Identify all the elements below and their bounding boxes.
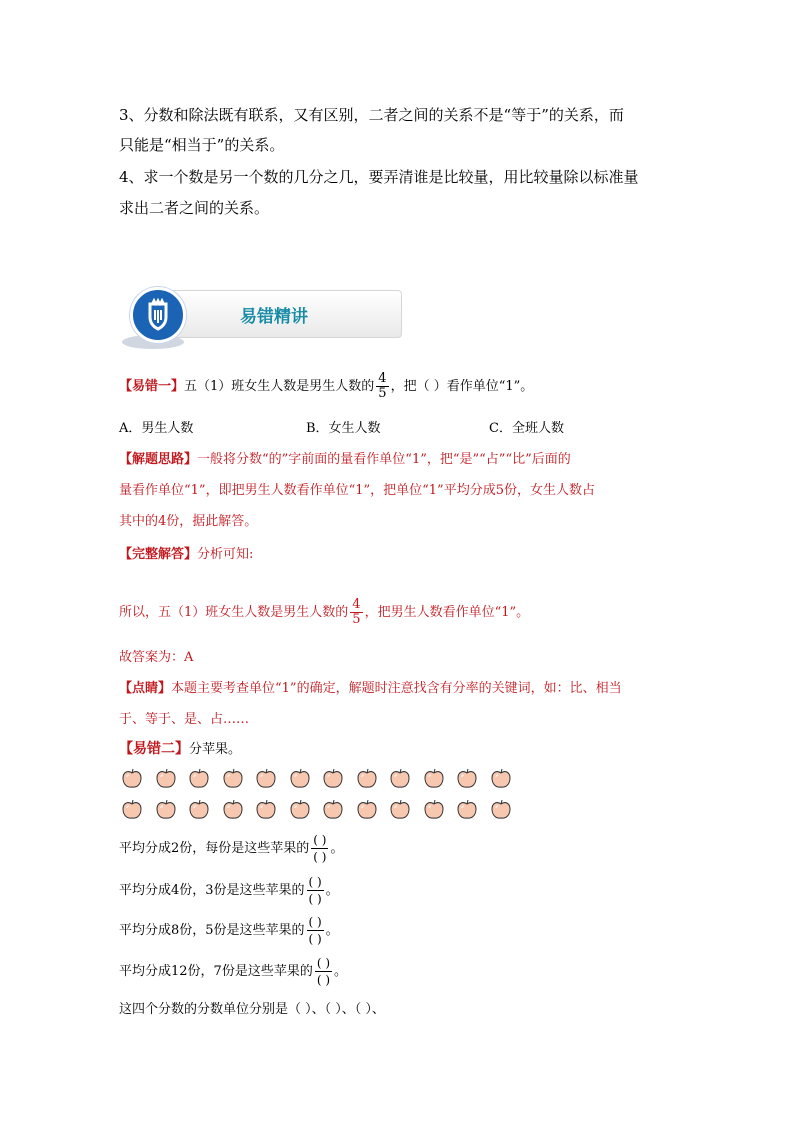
q4-end: 。 xyxy=(334,964,348,979)
result-line: 故答案为：A xyxy=(119,650,194,665)
apple-icon xyxy=(456,798,478,820)
q5-line: 这四个分数的分数单位分别是（ ）、（ ）、（ ）、 xyxy=(119,1002,385,1017)
note-tag: 【点睛】 xyxy=(119,681,172,696)
apple-icon xyxy=(222,798,244,820)
apple-icon xyxy=(121,767,143,789)
apple-icon xyxy=(155,767,177,789)
error1-question xyxy=(119,372,533,401)
q3-blank-fraction[interactable] xyxy=(307,914,324,947)
apple-icon xyxy=(255,798,277,820)
shield-icon xyxy=(133,290,183,340)
conclude-line xyxy=(119,598,529,627)
blank-numerator: ( ) xyxy=(308,915,322,929)
blank-numerator: ( ) xyxy=(316,956,331,970)
option-c: C．全班人数 xyxy=(489,421,564,436)
error2-title: 分苹果。 xyxy=(189,742,242,757)
apple-icon xyxy=(389,767,411,789)
section-banner xyxy=(122,287,402,355)
blank-denominator: ( ) xyxy=(316,973,331,987)
q4-line xyxy=(119,955,347,988)
q1-end: 。 xyxy=(330,841,344,856)
apple-icon xyxy=(456,767,478,789)
conclude-pre: 所以，五（1）班女生人数是男生人数的 xyxy=(119,605,349,620)
answer-line xyxy=(119,543,253,562)
banner-title: 易错精讲 xyxy=(240,307,308,327)
apple-icon xyxy=(155,798,177,820)
conclude-fraction xyxy=(350,598,362,627)
conclude-post: ，把男生人数看作单位“1”。 xyxy=(364,605,530,620)
apple-icon xyxy=(423,767,445,789)
apple-icon xyxy=(490,767,512,789)
apple-icon xyxy=(389,798,411,820)
answer-tag: 【完整解答】 xyxy=(119,547,198,562)
fraction-numerator: 4 xyxy=(352,597,361,612)
blank-denominator: ( ) xyxy=(308,892,322,906)
q3-text: 平均分成8份，5份是这些苹果的 xyxy=(119,923,305,938)
apple-icon xyxy=(289,767,311,789)
idea-text1: 一般将分数“的”字前面的量看作单位“1”，把“是”“占”“比”后面的 xyxy=(197,452,571,467)
error1-tag: 【易错一】 xyxy=(119,379,185,394)
apple-icon xyxy=(356,767,378,789)
apple-icon xyxy=(322,767,344,789)
idea-line1 xyxy=(119,448,571,467)
apple-icon xyxy=(423,798,445,820)
item4-line2: 求出二者之间的关系。 xyxy=(119,199,270,217)
item3-line2: 只能是“相当于”的关系。 xyxy=(119,136,285,154)
error2-title-line xyxy=(119,738,241,758)
blank-numerator: ( ) xyxy=(313,833,327,847)
idea-line3: 其中的4份，据此解答。 xyxy=(119,514,258,529)
item4-line1: 4、求一个数是另一个数的几分之几，要弄清谁是比较量，用比较量除以标准量 xyxy=(119,168,639,186)
fraction-denominator: 5 xyxy=(378,386,387,401)
blank-denominator: ( ) xyxy=(313,850,327,864)
apple-icon xyxy=(255,767,277,789)
q2-blank-fraction[interactable] xyxy=(307,874,324,907)
q2-line xyxy=(119,874,339,907)
note-text1: 本题主要考查单位“1”的确定，解题时注意找含有分率的关键词，如：比、相当 xyxy=(171,681,622,696)
error1-fraction xyxy=(376,372,388,401)
apple-icon xyxy=(289,798,311,820)
apple-icon xyxy=(121,798,143,820)
q1-line xyxy=(119,832,343,865)
note-line1 xyxy=(119,677,622,696)
fraction-denominator: 5 xyxy=(352,612,361,627)
q1-blank-fraction[interactable] xyxy=(311,832,328,865)
idea-tag: 【解题思路】 xyxy=(119,452,198,467)
error2-tag: 【易错二】 xyxy=(119,741,189,757)
q4-text: 平均分成12份，7份是这些苹果的 xyxy=(119,964,313,979)
option-b: B．女生人数 xyxy=(306,421,381,436)
apple-icon xyxy=(490,798,512,820)
apple-icon xyxy=(322,798,344,820)
apple-icon xyxy=(188,767,210,789)
fraction-numerator: 4 xyxy=(378,371,387,386)
error1-question-pre: 五（1）班女生人数是男生人数的 xyxy=(184,379,375,394)
q3-line xyxy=(119,914,339,947)
q1-text: 平均分成2份，每份是这些苹果的 xyxy=(119,841,310,856)
note-line2: 于、等于、是、占…… xyxy=(119,712,250,727)
apple-icon xyxy=(356,798,378,820)
error1-question-post: ，把（ ）看作单位“1”。 xyxy=(390,379,534,394)
option-a: A．男生人数 xyxy=(119,421,194,436)
answer-text: 分析可知: xyxy=(197,547,254,562)
q3-end: 。 xyxy=(325,923,339,938)
idea-line2: 量看作单位“1”，即把男生人数看作单位“1”，把单位“1”平均分成5份，女生人数占 xyxy=(119,483,595,498)
q2-end: 。 xyxy=(325,883,339,898)
apple-icon xyxy=(188,798,210,820)
q4-blank-fraction[interactable] xyxy=(315,955,332,988)
item3-line1: 3、分数和除法既有联系，又有区别，二者之间的关系不是“等于”的关系，而 xyxy=(119,106,624,124)
banner-badge xyxy=(130,287,186,343)
apple-grid xyxy=(119,767,539,825)
blank-numerator: ( ) xyxy=(308,875,322,889)
blank-denominator: ( ) xyxy=(308,932,322,946)
q2-text: 平均分成4份，3份是这些苹果的 xyxy=(119,883,305,898)
apple-icon xyxy=(222,767,244,789)
